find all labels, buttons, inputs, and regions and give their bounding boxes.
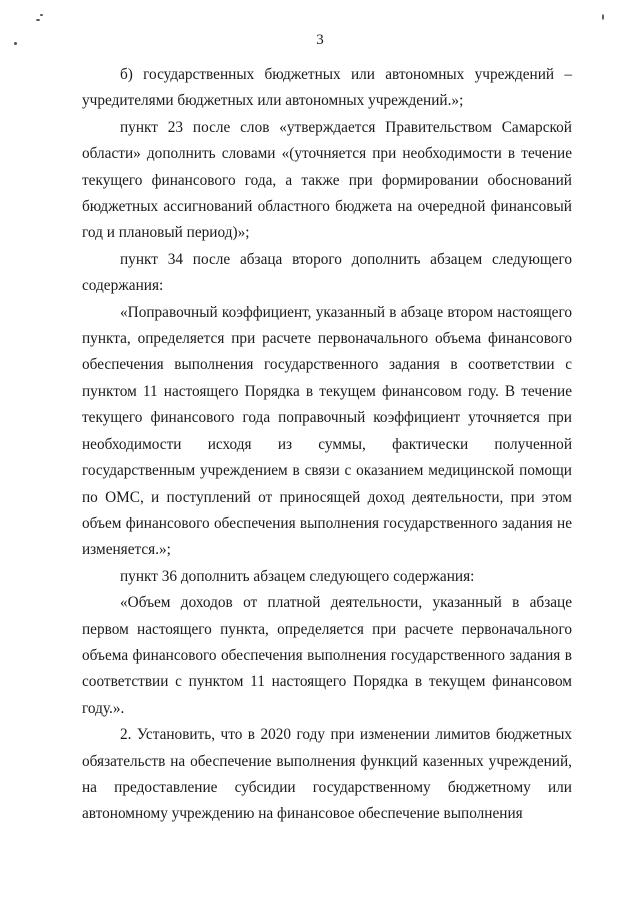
document-body bbox=[82, 62, 572, 828]
scan-speck bbox=[36, 19, 40, 21]
paragraph: пункт 23 после слов «утверждается Правительством Самарской области» дополнить словами «(уточняется при необходимости в течение текущего финансового года, а также при формировании обоснований бюджетных ассигнований областного бюджета на очередной финансовый год и плановый период)»; bbox=[82, 118, 572, 242]
paragraph: пункт 34 после абзаца второго дополнить абзацем следующего содержания: bbox=[82, 250, 572, 295]
paragraph: «Поправочный коэффициент, указанный в абзаце втором настоящего пункта, определяется при расчете первоначального объема финансового обеспечения выполнения государственного задания в соответствии с пунктом 11 настоящего Порядка в текущем финансовом году. В течение текущего финансового года поправочный коэффициент уточняется при необходимости исходя из суммы, фактически полученной государственным учреждением в связи с оказанием медицинской помощи по ОМС, и поступлений от приносящей доход деятельности, при этом объем финансового обеспечения выполнения государственного задания не изменяется.»; bbox=[82, 303, 572, 559]
paragraph: 2. Установить, что в 2020 году при изменении лимитов бюджетных обязательств на обеспечение выполнения функций казенных учреждений, на предоставление субсидии государственному бюджетному или автономному учреждению на финансовое обеспечение выполнения bbox=[82, 726, 572, 823]
page-number: 3 bbox=[316, 32, 324, 48]
scan-speck bbox=[602, 14, 604, 20]
paragraph: пункт 36 дополнить абзацем следующего содержания: bbox=[120, 567, 475, 585]
paragraph: «Объем доходов от платной деятельности, указанный в абзаце первом настоящего пункта, определяется при расчете первоначального объема финансового обеспечения выполнения государственного задания в соответствии с пунктом 11 настоящего Порядка в текущем финансовом году.». bbox=[82, 594, 572, 717]
paragraph: б) государственных бюджетных или автономных учреждений – учредителями бюджетных или автономных учреждений.»; bbox=[82, 66, 572, 110]
scan-speck bbox=[40, 14, 43, 16]
